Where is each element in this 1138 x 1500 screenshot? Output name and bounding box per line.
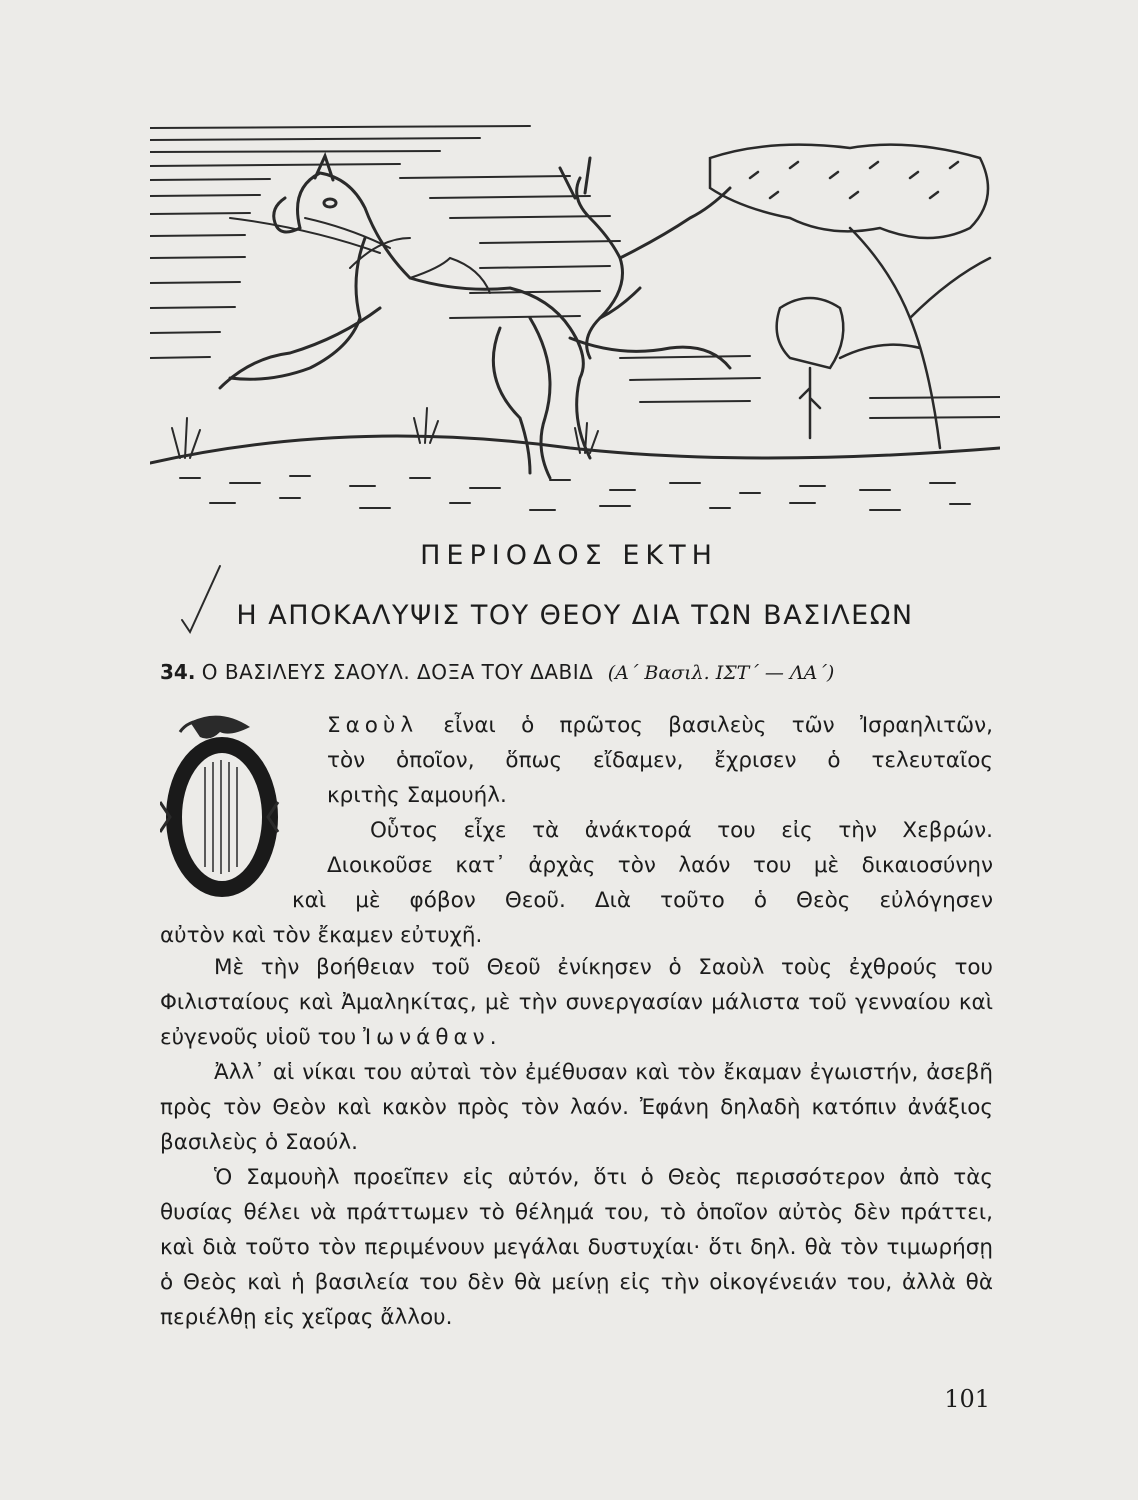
section-heading: [160, 660, 834, 684]
woodcut-illustration: [150, 118, 1000, 518]
section-title: Ο ΒΑΣΙΛΕΥΣ ΣΑΟΥΛ. ΔΟΞΑ ΤΟΥ ΔΑΒΙΔ: [201, 660, 594, 684]
drop-cap-letter: Ο: [222, 822, 223, 823]
sky-hatching: [150, 126, 1000, 418]
scripture-reference: (Α΄ Βασιλ. ΙΣΤ΄ — ΛΑ΄): [607, 662, 835, 684]
rider-drawing: [560, 158, 730, 358]
period-title: ΠΕΡΙΟΔΟΣ ΕΚΤΗ: [420, 540, 718, 571]
paragraph-2-line-1: Οὗτος εἶχε τὰ ἀνάκτορά του εἰς τὴν Χεβρών.: [370, 818, 993, 843]
paragraph-4: Ἀλλ᾽ αἱ νίκαι του αὐταὶ τὸν ἐμέθυσαν καὶ τὸν ἔκαμαν ἐγωιστήν, ἀσεβῆ πρὸς τὸν Θεὸν καὶ κακὸν πρὸς τὸν λαόν. Ἐφάνη δηλαδὴ κατόπιν ἀνάξιος βασιλεὺς ὁ Σαούλ.: [160, 1060, 993, 1155]
spaced-name-ionathan: Ἰωνάθαν: [363, 1025, 490, 1050]
paragraph-1-line-1: Σαοὺλ εἶναι ὁ πρῶτος βασιλεὺς τῶν Ἰσραηλιτῶν,: [327, 713, 993, 738]
paragraph-2-line-4: αὐτὸν καὶ τὸν ἔκαμεν εὐτυχῆ.: [160, 923, 483, 948]
spaced-name-saoul: Σαοὺλ: [327, 713, 419, 738]
paragraph-2-line-2: Διοικοῦσε κατ᾽ ἀρχὰς τὸν λαόν του μὲ δικαιοσύνην: [327, 853, 993, 878]
paragraph-1-line-2: τὸν ὁποῖον, ὅπως εἴδαμεν, ἔχρισεν ὁ τελευταῖος: [327, 748, 993, 773]
ground-dashes: [180, 476, 970, 510]
paragraph-5: Ὁ Σαμουὴλ προεῖπεν εἰς αὐτόν, ὅτι ὁ Θεὸς περισσότερον ἀπὸ τὰς θυσίας θέλει νὰ πράττωμεν τὸ θέλημά του, τὸ ὁποῖον αὐτὸς δὲν πράττει, καὶ διὰ τοῦτο τὸν περιμένουν μεγάλαι δυστυχίαι· ὅτι δηλ. θὰ τὸν τιμωρήσῃ ὁ Θεὸς καὶ ἡ βασιλεία του δὲν θὰ μείνῃ εἰς τὴν οἰκογένειάν του, ἀλλὰ θὰ περιέλθῃ εἰς χεῖρας ἄλλου.: [160, 1165, 993, 1330]
tree-drawing: [710, 145, 990, 448]
page-number: 101: [944, 1385, 990, 1413]
paragraph-2-line-3: καὶ μὲ φόβον Θεοῦ. Διὰ τοῦτο ὁ Θεὸς εὐλόγησεν: [292, 888, 993, 913]
paragraph-1-line-3: κριτὴς Σαμουήλ.: [327, 783, 507, 808]
section-number: 34.: [160, 660, 196, 684]
ornamental-drop-cap: [160, 712, 285, 897]
chapter-title: Η ΑΠΟΚΑΛΥΨΙΣ ΤΟΥ ΘΕΟΥ ΔΙΑ ΤΩΝ ΒΑΣΙΛΕΩΝ: [236, 600, 914, 631]
paragraph-3: Μὲ τὴν βοήθειαν τοῦ Θεοῦ ἐνίκησεν ὁ Σαοὺλ τοὺς ἐχθρούς του Φιλισταίους καὶ Ἀμαληκίτας, μὲ τὴν συνεργασίαν μάλιστα τοῦ γενναίου καὶ εὐγενοῦς υἱοῦ του Ἰωνάθαν.: [160, 955, 993, 1050]
